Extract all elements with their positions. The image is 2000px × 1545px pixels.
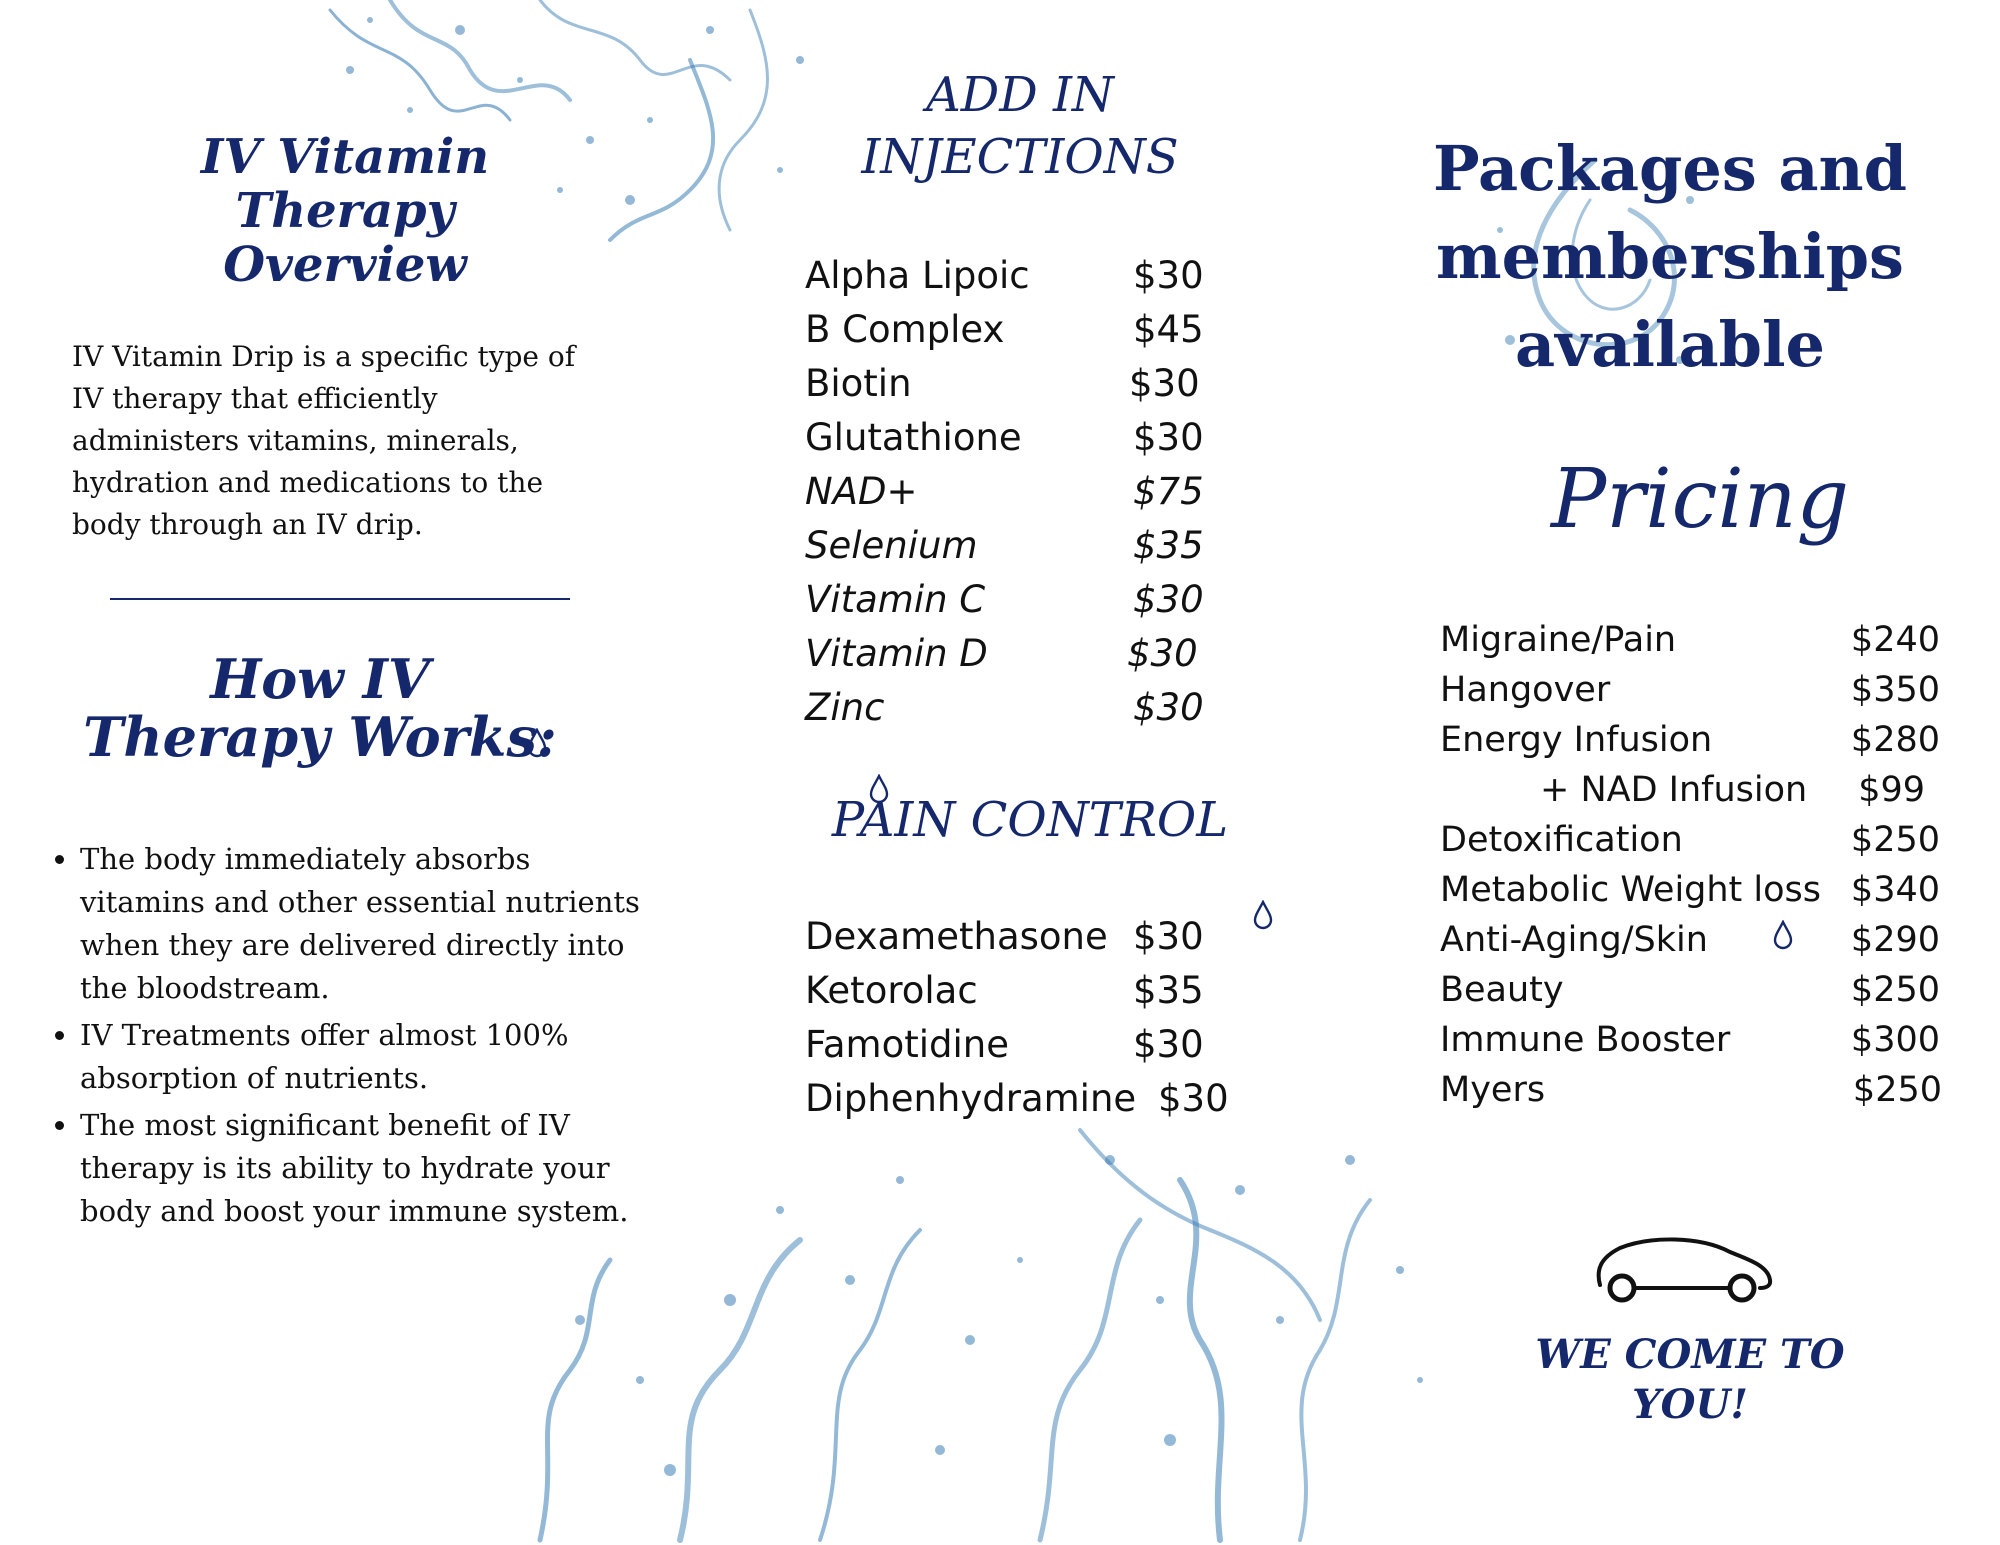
injection-row	[805, 249, 1225, 303]
item-name: Energy Infusion	[1440, 720, 1713, 760]
pricing-row	[1440, 1065, 1942, 1115]
pain-control-row	[805, 964, 1245, 1018]
item-name: Beauty	[1440, 970, 1564, 1010]
injection-row	[805, 465, 1225, 519]
item-price: $280	[1850, 720, 1940, 760]
item-name: Biotin	[805, 362, 912, 405]
item-price: $250	[1850, 970, 1940, 1010]
item-price: $45	[1133, 308, 1204, 351]
injection-row	[805, 573, 1225, 627]
item-price: $30	[1133, 254, 1204, 297]
how-it-works-list	[40, 838, 660, 1237]
item-name: Hangover	[1440, 670, 1611, 710]
item-name: B Complex	[805, 308, 1005, 351]
overview-paragraph: IV Vitamin Drip is a specific type of IV therapy that efficiently administers vitamins, minerals, hydration and medications to the body through an IV drip.	[72, 340, 576, 541]
item-price: $290	[1850, 920, 1940, 960]
list-item: • The body immediately absorbs vitamins and other essential nutrients when they are delivered directly into the bloodstream.	[80, 838, 660, 1010]
packages-title: Packages and memberships available	[1433, 132, 1907, 381]
item-name: + NAD Infusion	[1540, 770, 1808, 810]
pain-control-row	[805, 1018, 1245, 1072]
item-name: Vitamin D	[805, 632, 988, 675]
item-price: $340	[1850, 870, 1940, 910]
item-name: Alpha Lipoic	[805, 254, 1030, 297]
injection-row	[805, 519, 1225, 573]
pricing-row	[1540, 765, 1925, 815]
item-name: Dexamethasone	[805, 915, 1108, 958]
item-name: Glutathione	[805, 416, 1022, 459]
item-price: $350	[1850, 670, 1940, 710]
item-price: $240	[1850, 620, 1940, 660]
item-name: Famotidine	[805, 1023, 1010, 1066]
item-name: Vitamin C	[805, 578, 986, 621]
pricing-title: Pricing	[1550, 452, 1850, 547]
water-drop-icon	[526, 728, 548, 758]
list-item: • IV Treatments offer almost 100% absorption of nutrients.	[80, 1014, 660, 1100]
item-name: Myers	[1440, 1070, 1546, 1110]
mobile-service-tagline: WE COME TO YOU!	[1535, 1331, 1845, 1428]
item-price: $35	[1133, 524, 1204, 567]
car-icon	[1590, 1230, 1780, 1310]
item-price: $30	[1133, 578, 1204, 621]
item-price: $30	[1133, 686, 1204, 729]
section-divider	[110, 598, 570, 600]
how-it-works-title: How IV Therapy Works:	[83, 647, 557, 769]
injection-row	[805, 357, 1225, 411]
list-item: • The most significant benefit of IV therapy is its ability to hydrate your body and boost your immune system.	[80, 1104, 660, 1233]
item-name: Immune Booster	[1440, 1020, 1731, 1060]
injection-row	[805, 627, 1225, 681]
pricing-row	[1440, 715, 1940, 765]
item-price: $30	[1133, 416, 1204, 459]
item-name: Migraine/Pain	[1440, 620, 1677, 660]
water-drop-icon	[1252, 900, 1274, 930]
injection-row	[805, 303, 1225, 357]
item-price: $30	[1158, 1077, 1229, 1120]
pain-control-row	[805, 1072, 1245, 1126]
pricing-row	[1440, 1015, 1940, 1065]
pricing-row	[1440, 915, 1940, 965]
item-price: $30	[1129, 362, 1200, 405]
item-price: $250	[1850, 820, 1940, 860]
item-price: $30	[1133, 915, 1204, 958]
pain-control-row	[805, 910, 1245, 964]
item-price: $30	[1133, 1023, 1204, 1066]
pricing-row	[1440, 865, 1940, 915]
item-name: NAD+	[805, 470, 918, 513]
item-price: $30	[1127, 632, 1198, 675]
item-price: $99	[1858, 770, 1925, 810]
pricing-row	[1440, 665, 1940, 715]
pain-control-title: PAIN CONTROL	[831, 792, 1229, 848]
overview-title: IV Vitamin Therapy Overview	[200, 129, 490, 293]
item-name: Zinc	[805, 686, 885, 729]
item-price: $35	[1133, 969, 1204, 1012]
item-price: $300	[1850, 1020, 1940, 1060]
pricing-row	[1440, 965, 1940, 1015]
item-name: Diphenhydramine	[805, 1077, 1137, 1120]
item-name: Anti-Aging/Skin	[1440, 920, 1708, 960]
pricing-row	[1440, 815, 1940, 865]
pricing-row	[1440, 615, 1940, 665]
item-price: $250	[1852, 1070, 1942, 1110]
injections-title: ADD IN INJECTIONS	[861, 67, 1179, 185]
item-name: Ketorolac	[805, 969, 978, 1012]
injection-row	[805, 681, 1225, 735]
item-price: $75	[1133, 470, 1204, 513]
injection-row	[805, 411, 1225, 465]
item-name: Detoxification	[1440, 820, 1683, 860]
item-name: Selenium	[805, 524, 978, 567]
item-name: Metabolic Weight loss	[1440, 870, 1822, 910]
